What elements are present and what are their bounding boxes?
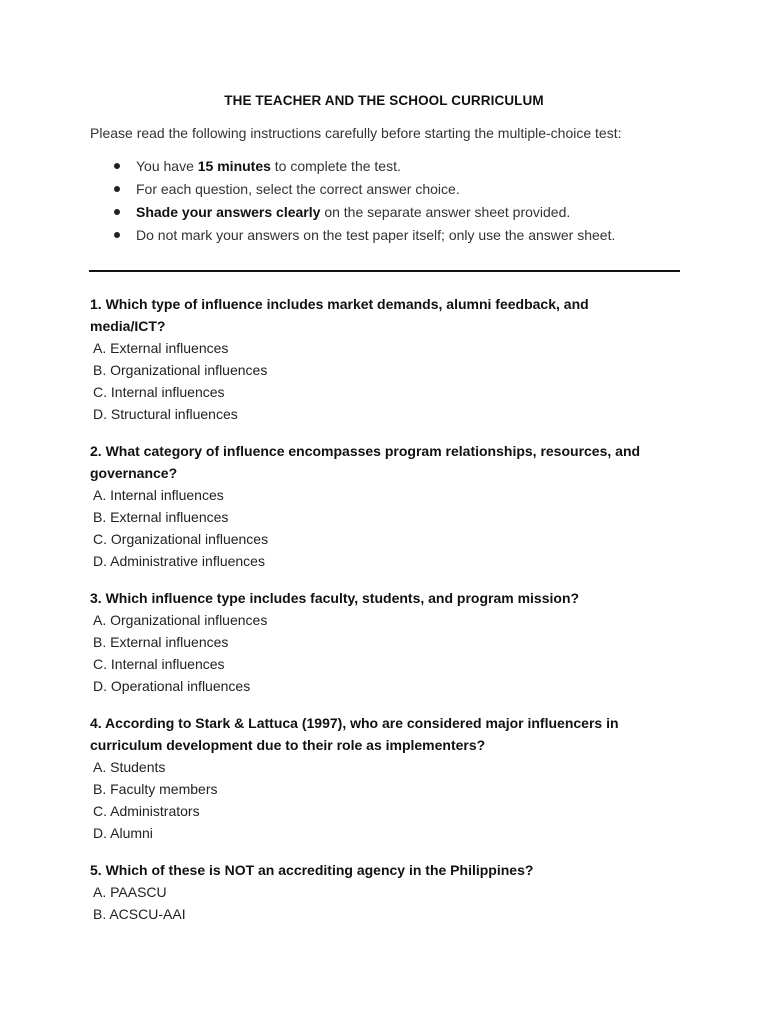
answer-option: A. Organizational influences (93, 612, 268, 628)
bullet-icon (114, 232, 120, 238)
question-text: 5. Which of these is NOT an accrediting agency in the Philippines? (90, 862, 534, 878)
instructions-list (112, 156, 712, 248)
instructions-intro: Please read the following instructions carefully before starting the multiple-choice test: (90, 125, 622, 141)
instruction-item: For each question, select the correct answer choice. (112, 179, 712, 202)
answer-option: A. Students (93, 759, 166, 775)
question-5 (90, 859, 690, 925)
answer-option: B. Organizational influences (93, 362, 268, 378)
question-text: 1. Which type of influence includes market demands, alumni feedback, and media/ICT? (90, 296, 589, 334)
question-3 (90, 587, 690, 697)
question-text: 3. Which influence type includes faculty, students, and program mission? (90, 590, 580, 606)
answer-option: B. Faculty members (93, 781, 218, 797)
question-list (90, 293, 690, 940)
answer-option: A. Internal influences (93, 487, 224, 503)
answer-option: D. Administrative influences (93, 553, 265, 569)
answer-option: A. External influences (93, 340, 229, 356)
instruction-item: Do not mark your answers on the test paper itself; only use the answer sheet. (112, 225, 712, 248)
answer-option: B. External influences (93, 634, 229, 650)
answer-option: C. Internal influences (93, 384, 225, 400)
question-2 (90, 440, 690, 572)
answer-option: C. Administrators (93, 803, 200, 819)
answer-option: C. Organizational influences (93, 531, 269, 547)
question-1 (90, 293, 690, 425)
instruction-item: Shade your answers clearly on the separate answer sheet provided. (112, 202, 712, 225)
bullet-icon (114, 163, 120, 169)
answer-option: D. Alumni (93, 825, 153, 841)
answer-option: B. ACSCU-AAI (93, 906, 186, 922)
bullet-icon (114, 186, 120, 192)
question-text: 2. What category of influence encompasses program relationships, resources, and governance? (90, 443, 641, 481)
bullet-icon (114, 209, 120, 215)
question-4 (90, 712, 690, 844)
section-divider (89, 270, 680, 272)
question-text: 4. According to Stark & Lattuca (1997), who are considered major influencers in curriculum development due to their role as implementers? (90, 715, 619, 753)
instruction-item: You have 15 minutes to complete the test. (112, 156, 712, 179)
answer-option: B. External influences (93, 509, 229, 525)
answer-option: C. Internal influences (93, 656, 225, 672)
answer-option: D. Structural influences (93, 406, 238, 422)
answer-option: D. Operational influences (93, 678, 251, 694)
page-title: THE TEACHER AND THE SCHOOL CURRICULUM (224, 93, 544, 108)
answer-option: A. PAASCU (93, 884, 167, 900)
